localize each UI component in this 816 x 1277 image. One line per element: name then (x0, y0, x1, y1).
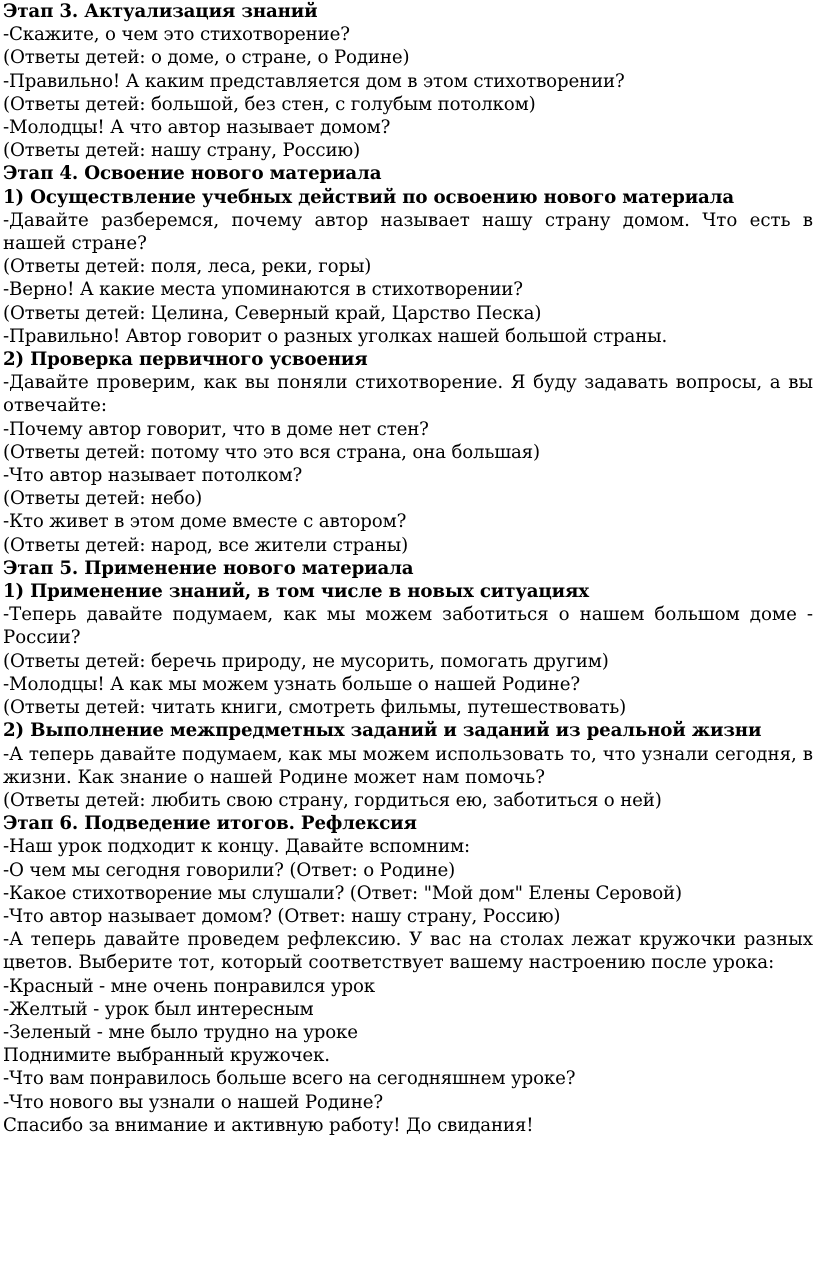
text-line: -Желтый - урок был интересным (3, 998, 314, 1020)
text-line: -Что нового вы узнали о нашей Родине? (3, 1091, 383, 1113)
text-line: (Ответы детей: любить свою страну, гордиться ею, заботиться о ней) (3, 789, 662, 811)
text-line: (Ответы детей: о доме, о стране, о Родине) (3, 47, 410, 69)
text-line: -Скажите, о чем это стихотворение? (3, 24, 350, 46)
text-line: -О чем мы сегодня говорили? (Ответ: о Родине) (3, 859, 456, 881)
text-line: -Молодцы! А как мы можем узнать больше о нашей Родине? (3, 673, 580, 695)
text-line: -Красный - мне очень понравился урок (3, 975, 375, 997)
paragraph: -А теперь давайте проведем рефлексию. У вас на столах лежат кружочки разных цветов. Выберите тот, который соответствует вашему настроению после урока: (3, 929, 813, 974)
text-line: -Что вам понравилось больше всего на сегодняшнем уроке? (3, 1068, 576, 1090)
stage4-sub1-heading: 1) Осуществление учебных действий по освоению нового материала (3, 186, 734, 208)
text-line: (Ответы детей: Целина, Северный край, Царство Песка) (3, 302, 542, 324)
text-line: -Что автор называет потолком? (3, 465, 303, 487)
text-line: (Ответы детей: читать книги, смотреть фильмы, путешествовать) (3, 697, 627, 719)
text-line: -Что автор называет домом? (Ответ: нашу страну, Россию) (3, 905, 561, 927)
document-page (3, 0, 813, 1137)
paragraph: -Давайте проверим, как вы поняли стихотворение. Я буду задавать вопросы, а вы отвечайте: (3, 372, 813, 417)
stage5-heading: Этап 5. Применение нового материала (3, 557, 414, 579)
paragraph: -Теперь давайте подумаем, как мы можем заботиться о нашем большом доме - России? (3, 604, 813, 649)
text-line: -Правильно! А каким представляется дом в этом стихотворении? (3, 70, 625, 92)
text-line: (Ответы детей: потому что это вся страна, она большая) (3, 441, 540, 463)
text-line: -Молодцы! А что автор называет домом? (3, 117, 391, 139)
text-line: -Правильно! Автор говорит о разных уголках нашей большой страны. (3, 325, 668, 347)
text-line: (Ответы детей: большой, без стен, с голубым потолком) (3, 93, 536, 115)
stage6-heading: Этап 6. Подведение итогов. Рефлексия (3, 813, 417, 835)
stage5-sub2-heading: 2) Выполнение межпредметных заданий и заданий из реальной жизни (3, 720, 762, 742)
text-line: Спасибо за внимание и активную работу! До свидания! (3, 1114, 534, 1136)
text-line: -Кто живет в этом доме вместе с автором? (3, 511, 407, 533)
paragraph: -Давайте разберемся, почему автор называет нашу страну домом. Что есть в нашей стране? (3, 209, 813, 255)
text-line: Поднимите выбранный кружочек. (3, 1045, 330, 1067)
stage4-sub2-heading: 2) Проверка первичного усвоения (3, 349, 368, 371)
text-line: (Ответы детей: поля, леса, реки, горы) (3, 256, 372, 278)
text-line: (Ответы детей: беречь природу, не мусорить, помогать другим) (3, 650, 609, 672)
stage3-heading: Этап 3. Актуализация знаний (3, 1, 318, 22)
text-line: (Ответы детей: народ, все жители страны) (3, 534, 409, 556)
text-line: (Ответы детей: нашу страну, Россию) (3, 140, 361, 162)
stage5-sub1-heading: 1) Применение знаний, в том числе в новых ситуациях (3, 581, 589, 603)
paragraph: -А теперь давайте подумаем, как мы можем использовать то, что узнали сегодня, в жизни. Как знание о нашей Родине может нам помочь? (3, 743, 813, 788)
text-line: -Какое стихотворение мы слушали? (Ответ: "Мой дом" Елены Серовой) (3, 882, 682, 904)
text-line: -Верно! А какие места упоминаются в стихотворении? (3, 279, 523, 301)
text-line: -Наш урок подходит к концу. Давайте вспомним: (3, 836, 471, 858)
text-line: -Почему автор говорит, что в доме нет стен? (3, 418, 429, 440)
stage4-heading: Этап 4. Освоение нового материала (3, 163, 382, 185)
text-line: -Зеленый - мне было трудно на уроке (3, 1021, 358, 1043)
text-line: (Ответы детей: небо) (3, 488, 203, 510)
